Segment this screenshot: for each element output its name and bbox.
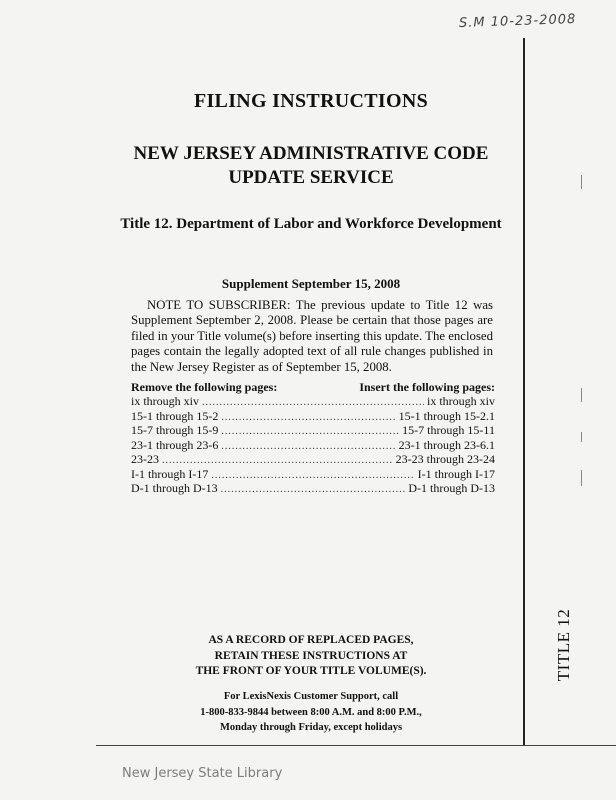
pages-table: [131, 380, 495, 497]
insert-pages: 15-1 through 15-2.1: [398, 408, 495, 423]
remove-pages: I-1 through I-17: [131, 466, 209, 481]
insert-header: Insert the following pages:: [359, 380, 495, 394]
insert-pages: I-1 through I-17: [417, 466, 495, 481]
remove-pages: 15-1 through 15-2: [131, 408, 219, 423]
library-stamp: New Jersey State Library: [122, 766, 283, 781]
note-to-subscriber: NOTE TO SUBSCRIBER: The previous update to Title 12 was Supplement September 2, 2008. Please be certain that those pages are filed in your Title volume(s) before inserting this update. The enclosed pages contain the legally adopted text of all rule changes published in the New Jersey Register as of September 15, 2008.: [131, 298, 493, 374]
table-row: [131, 453, 495, 468]
table-row: [131, 468, 495, 483]
table-row: [131, 395, 495, 410]
table-row: [131, 410, 495, 425]
title-12-heading: Title 12. Department of Labor and Workforce Development: [120, 216, 502, 232]
remove-header: Remove the following pages:: [131, 380, 278, 394]
remove-pages: 23-1 through 23-6: [131, 437, 219, 452]
remove-pages: D-1 through D-13: [131, 481, 218, 495]
support-line1: For LexisNexis Customer Support, call: [223, 691, 399, 702]
table-row: [131, 482, 495, 497]
code-title: [96, 142, 526, 190]
table-row: [131, 439, 495, 454]
insert-pages: 15-7 through 15-11: [402, 423, 495, 437]
insert-pages: 23-1 through 23-6.1: [398, 437, 495, 452]
code-title-line1: NEW JERSEY ADMINISTRATIVE CODE: [133, 143, 489, 164]
bottom-divider: [96, 745, 616, 746]
support-line3: Monday through Friday, except holidays: [219, 722, 403, 733]
table-row: [131, 424, 495, 439]
retain-line1: AS A RECORD OF REPLACED PAGES,: [208, 634, 414, 646]
insert-pages: ix through xiv: [427, 394, 495, 408]
retain-line3: THE FRONT OF YOUR TITLE VOLUME(S).: [195, 665, 427, 677]
retain-line2: RETAIN THESE INSTRUCTIONS AT: [214, 649, 408, 662]
edge-mark: [581, 175, 582, 189]
support-line2: 1-800-833-9844 between 8:00 A.M. and 8:00 P.M.,: [200, 706, 422, 718]
filing-instructions-title: FILING INSTRUCTIONS: [193, 90, 429, 112]
remove-pages: 15-7 through 15-9: [131, 423, 219, 437]
remove-pages: 23-23: [131, 452, 159, 466]
supplement-date: Supplement September 15, 2008: [221, 276, 401, 291]
customer-support: [96, 689, 526, 736]
edge-mark: [581, 432, 582, 442]
title-tab: [549, 600, 579, 690]
edge-mark: [581, 470, 582, 486]
title-tab-label: TITLE 12: [554, 608, 574, 682]
insert-pages: 23-23 through 23-24: [395, 452, 495, 466]
edge-mark: [581, 388, 582, 402]
insert-pages: D-1 through D-13: [408, 481, 495, 495]
table-header: [131, 380, 495, 395]
code-title-line2: UPDATE SERVICE: [228, 167, 394, 188]
remove-pages: ix through xiv: [131, 394, 199, 408]
retain-notice: [96, 633, 526, 680]
handwritten-stamp: S.M 10-23-2008: [458, 11, 577, 32]
